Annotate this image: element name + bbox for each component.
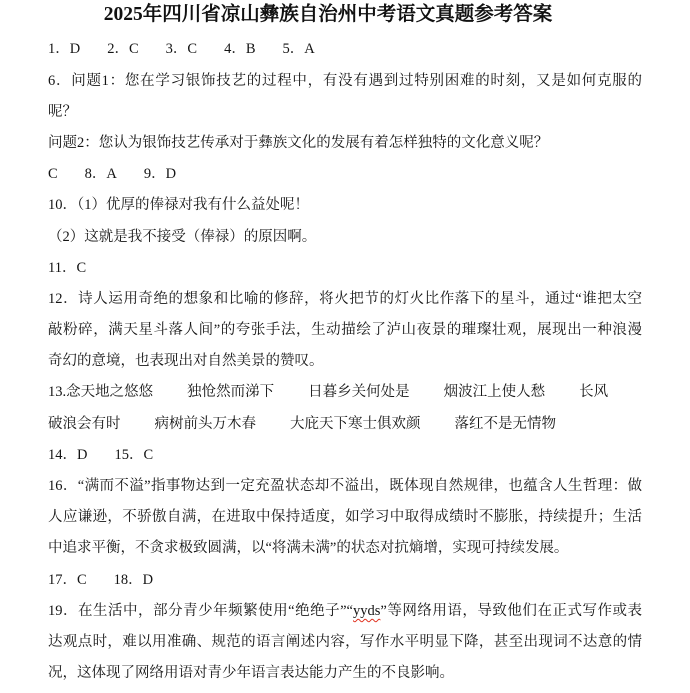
page-title: 2025年四川省凉山彝族自治州中考语文真题参考答案 — [103, 4, 553, 25]
poem-line: 病树前头万木春 — [154, 415, 256, 432]
answer-item: 5．A — [282, 41, 315, 58]
answer-text: 19．在生活中，部分青少年频繁使用“绝绝子”“ — [48, 602, 353, 619]
answer-line-q16-cont: 人应谦逊，不骄傲自满，在进取中保持适度，如学习中取得成绩时不膨胀，持续提升；生活 — [48, 509, 642, 526]
answer-item: C — [48, 166, 58, 183]
answer-line-q13 — [48, 377, 642, 408]
answer-line-q10-2: （2）这就是我不接受（俸禄）的原因啊。 — [48, 228, 317, 245]
poem-line: 破浪会有时 — [48, 415, 121, 432]
answer-item: 15．C — [114, 446, 154, 463]
answer-line-q19-end: 况，这体现了网络用语对青少年语言表达能力产生的不良影响。 — [48, 665, 454, 682]
answer-line-q16-end: 中追求平衡，不贪求极致圆满，以“将满未满”的状态对抗熵增，实现可持续发展。 — [48, 540, 569, 557]
answer-line-q1-5 — [48, 34, 642, 65]
answer-line-q14-15 — [48, 440, 642, 471]
answer-line-q11: 11．C — [48, 259, 87, 276]
poem-line: 落红不是无情物 — [454, 415, 556, 432]
answer-item: 4．B — [224, 41, 256, 58]
poem-line: 日暮乡关何处是 — [308, 384, 410, 401]
spellcheck-flagged-word: yyds — [353, 602, 381, 619]
answer-text: ”等网络用语，导致他们在正式写作或表 — [380, 602, 642, 619]
answer-item: 1．D — [48, 41, 81, 58]
answer-item: 17．C — [48, 571, 87, 588]
answer-line-q6: 6．问题1：您在学习银饰技艺的过程中，有没有遇到过特别困难的时刻，又是如何克服的 — [48, 72, 642, 89]
answer-item: 18．D — [113, 571, 154, 588]
answer-item: 2．C — [107, 41, 139, 58]
poem-line: 大庇天下寒士俱欢颜 — [290, 415, 421, 432]
answer-item: 8．A — [84, 166, 117, 183]
answer-line-q13-cont — [48, 409, 642, 440]
answer-line-q6-cont: 呢？ — [48, 103, 77, 120]
answer-body — [48, 34, 642, 689]
answer-item: 3．C — [165, 41, 198, 58]
answer-line-q10-1: 10．（1）优厚的俸禄对我有什么益处呢！ — [48, 197, 309, 214]
answer-line-q19 — [48, 596, 642, 627]
answer-line-q6-question2: 问题2：您认为银饰技艺传承对于彝族文化的发展有着怎样独特的文化意义呢？ — [48, 134, 549, 151]
poem-line: 独怆然而涕下 — [187, 384, 275, 401]
answer-line-q17-18 — [48, 565, 642, 596]
answer-line-q7-9 — [48, 159, 642, 190]
poem-line: 长风 — [579, 384, 609, 401]
poem-line: 13.念天地之悠悠 — [48, 384, 154, 401]
poem-line: 烟波江上使人愁 — [443, 384, 546, 401]
answer-line-q16: 16．“满而不溢”指事物达到一定充盈状态却不溢出，既体现自然规律，也蕴含人生哲理：做 — [48, 478, 642, 495]
answer-line-q12: 12．诗人运用奇绝的想象和比喻的修辞，将火把节的灯火比作落下的星斗，通过“谁把太空 — [48, 290, 642, 307]
answer-item: 9．D — [143, 166, 177, 183]
answer-line-q12-cont: 敲粉碎，满天星斗落人间”的夸张手法，生动描绘了泸山夜景的璀璨壮观，展现出一种浪漫 — [48, 322, 642, 339]
answer-item: 14．D — [48, 446, 88, 463]
answer-line-q12-end: 奇幻的意境，也表现出对自然美景的赞叹。 — [48, 353, 324, 370]
answer-line-q19-cont: 达观点时，难以用准确、规范的语言阐述内容，写作水平明显下降，甚至出现词不达意的情 — [48, 633, 642, 650]
